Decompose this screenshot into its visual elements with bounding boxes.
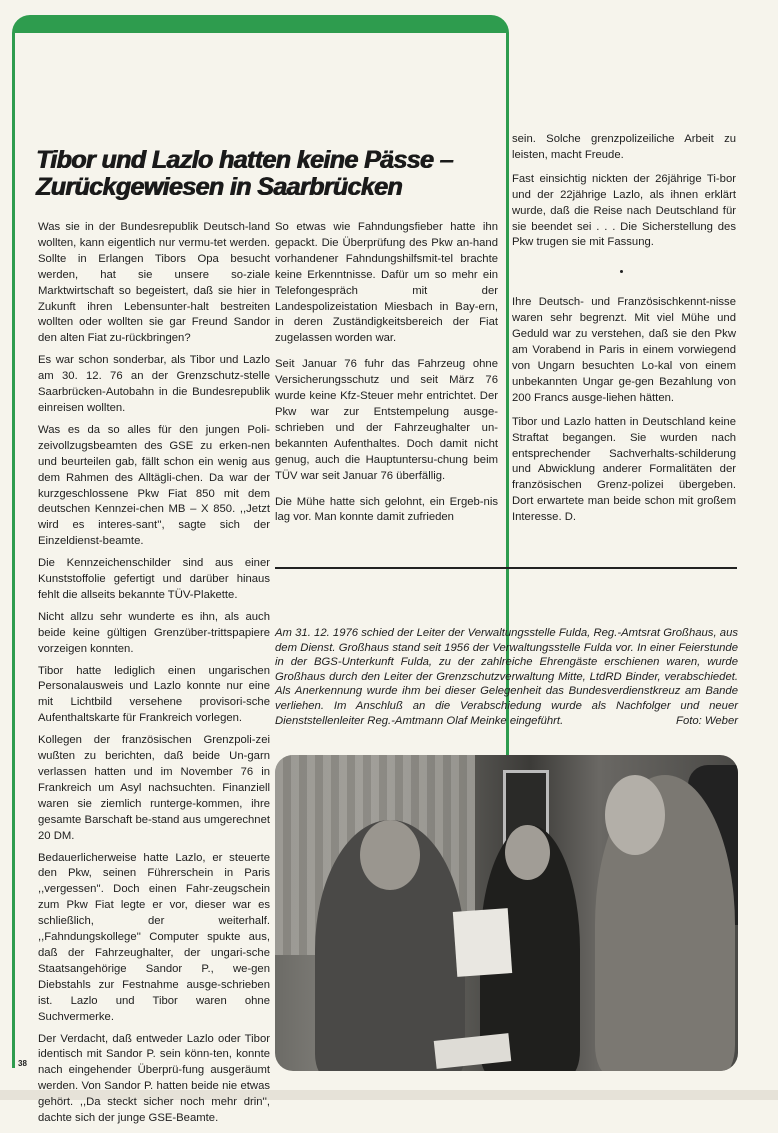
photo-caption — [275, 626, 738, 728]
section-divider — [275, 567, 737, 569]
page-number: 38 — [18, 1059, 27, 1068]
green-frame-top — [12, 15, 509, 33]
paragraph: Tibor und Lazlo hatten in Deutschland keine Straftat begangen. Sie wurden nach entsprechender Sachverhalts-schilderung und Abwicklung anderer Formalitäten der französischen Grenz-polizei übergeben. Dort erwartete man beide schon mit großem Interesse. D. — [512, 415, 736, 524]
paragraph: Was sie in der Bundesrepublik Deutsch-land wollten, kann eigentlich nur vermu-tet werden. Sollte in Erlangen Tibors Opa besucht werden, hat sie unsere so-ziale Marktwirtschaft so begeistert, daß sie hier in Zukunft ihren Lebensunter-halt bestreiten wollten oder wollten sie gar Freund Sandor den alten Fiat zu-rückbringen? — [38, 221, 270, 345]
paragraph: Nicht allzu sehr wunderte es ihn, als auch beide keine gültigen Grenzüber-trittspapiere vorzeigen konnten. — [38, 610, 270, 655]
paragraph: Kollegen der französischen Grenzpoli-zei wußten zu berichten, daß beide Un-garn verlassen hatten und im November 76 in Frankreich um Asyl nachsuchten. Finanziell waren sie ziemlich runterge-kommen, ihre gesamte Barschaft be-stand aus umgerechnet 20 DM. — [38, 734, 270, 842]
paragraph: sein. Solche grenzpolizeiliche Arbeit zu leisten, macht Freude. — [512, 133, 736, 161]
green-frame-left — [12, 33, 15, 1068]
article-headline — [36, 147, 506, 201]
paragraph: Die Mühe hatte sich gelohnt, ein Ergeb-nis lag vor. Man konnte damit zufrieden — [275, 495, 498, 524]
ceremony-photo — [275, 755, 738, 1071]
paragraph: Fast einsichtig nickten der 26jährige Ti-bor und der 22jährige Lazlo, als ihnen erklärt wurde, daß die Reise nach Deutschland für sie beendet sei . . . Die Sicherstellung des Pkw trugen sie mit Fassung. — [512, 172, 736, 249]
paragraph: Tibor hatte lediglich einen ungarischen Personalausweis und Lazlo konnte nur eine mit Lichtbild versehene provisori-sche Aufenthaltskarte für Frankreich vorlegen. — [38, 664, 270, 725]
separator-dot — [620, 270, 623, 273]
paragraph: Bedauerlicherweise hatte Lazlo, er steuerte den Pkw, seinen Führerschein in Paris ,,vergessen''. Doch einen Fahr-zeugschein zum Pkw Fiat legte er vor, dieser war es schließlich, der weiterhalf. ,,Fahndungskollege'' Computer spukte aus, daß der Fahrzeughalter, der ungari-sche Staatsangehörige Sandor P., we-gen Diebstahls zur Festnahme ausge-schrieben ist. Lazlo und Tibor waren ohne Suchvermerke. — [38, 851, 270, 1023]
article-column-1 — [38, 220, 270, 1133]
paragraph: Der Verdacht, daß entweder Lazlo oder Tibor identisch mit Sandor P. sein könn-ten, konnte nach eingehender Überprü-fung ausgeräumt werden. Von Sandor P. hatten beide nie etwas gehört. ,,Da steckt sicher noch mehr drin'', dachte sich der junge GSE-Beamte. — [38, 1032, 270, 1125]
paragraph: Ihre Deutsch- und Französischkennt-nisse waren sehr begrenzt. Mit viel Mühe und Geduld war zu verstehen, daß sie den Pkw am Vorabend in Paris in einem vorwiegend von Ungarn besuchten Lo-kal von einem unbekannten Ungar ge-gen Bezahlung von 200 Francs ausge-liehen hätten. — [512, 296, 736, 404]
photo-person-presenter — [595, 775, 735, 1071]
paragraph: So etwas wie Fahndungsfieber hatte ihn gepackt. Die Überprüfung des Pkw an-hand vorhandener Fahndungshilfsmit-tel brachte keine Erkenntnisse. Dafür um so mehr ein Telefongespräch mit der Landespolizeistation Miesbach in Bay-ern, in deren Zuständigkeitsbereich der Fiat zugelassen worden war. — [275, 221, 498, 345]
headline-line-1: Tibor und Lazlo hatten keine Pässe – — [36, 145, 453, 174]
paragraph: Seit Januar 76 fuhr das Fahrzeug ohne Versicherungsschutz und seit März 76 wurde keine Kfz-Steuer mehr entrichtet. Der Pkw war zur Entstempelung ausge-schrieben und der Fahrzeughalter un-bekannten Aufenthaltes. Doch damit nicht genug, auch die Hauptuntersu-chung beim TÜV war seit Januar 76 überfällig. — [275, 358, 498, 482]
frame-inner — [22, 33, 507, 53]
article-column-3 — [512, 132, 736, 532]
paragraph: Es war schon sonderbar, als Tibor und Lazlo am 30. 12. 76 an der Grenzschutz-stelle Saarbrücken-Autobahn in die Bundesrepublik einreisen wollten. — [38, 354, 270, 414]
photo-credit: Foto: Weber — [676, 714, 738, 727]
photo-certificate — [453, 908, 512, 977]
paragraph: Was es da so alles für den jungen Poli-zeivollzugsbeamten des GSE zu erken-nen und beurteilen gab, fällt schon ein wenig aus dem Rahmen des Alltägli-chen. Da war der kurzgeschlossene Pkw Fiat 850 mit dem deutschen Kennzei-chen MB – X 850. ,,Jetzt wird es interes-sant'', sagte sich der Einzeldienst-beamte. — [38, 423, 270, 548]
paragraph: Die Kennzeichenschilder sind aus einer Kunststoffolie gefertigt und darüber hinaus fehlt die allseits bekannte TÜV-Plakette. — [38, 557, 270, 601]
caption-text: Am 31. 12. 1976 schied der Leiter der Verwaltungsstelle Fulda, Reg.-Amtsrat Großhaus, aus dem Dienst. Großhaus stand seit 1956 der Verwaltungsstelle Fulda vor. In einer Feierstunde in der BGS-Unterkunft Fulda, zu der zahlreiche Ehrengäste erschienen waren, wurde Großhaus durch den Leiter der Grenzschutzverwaltung Mitte, LtdRD Binder, verabschiedet. Als Anerkennung wurde ihm bei dieser Gelegenheit das Bundesverdienstkreuz am Bande verliehen. Im Anschluß an die Verabschiedung wurde als Nachfolger und neuer Dienststellenleiter Reg.-Amtmann Olaf Meinke eingeführt. — [275, 627, 738, 727]
photo-person-uniformed — [315, 820, 465, 1071]
headline-line-2: Zurückgewiesen in Saarbrücken — [36, 172, 403, 201]
article-column-2 — [275, 220, 498, 532]
